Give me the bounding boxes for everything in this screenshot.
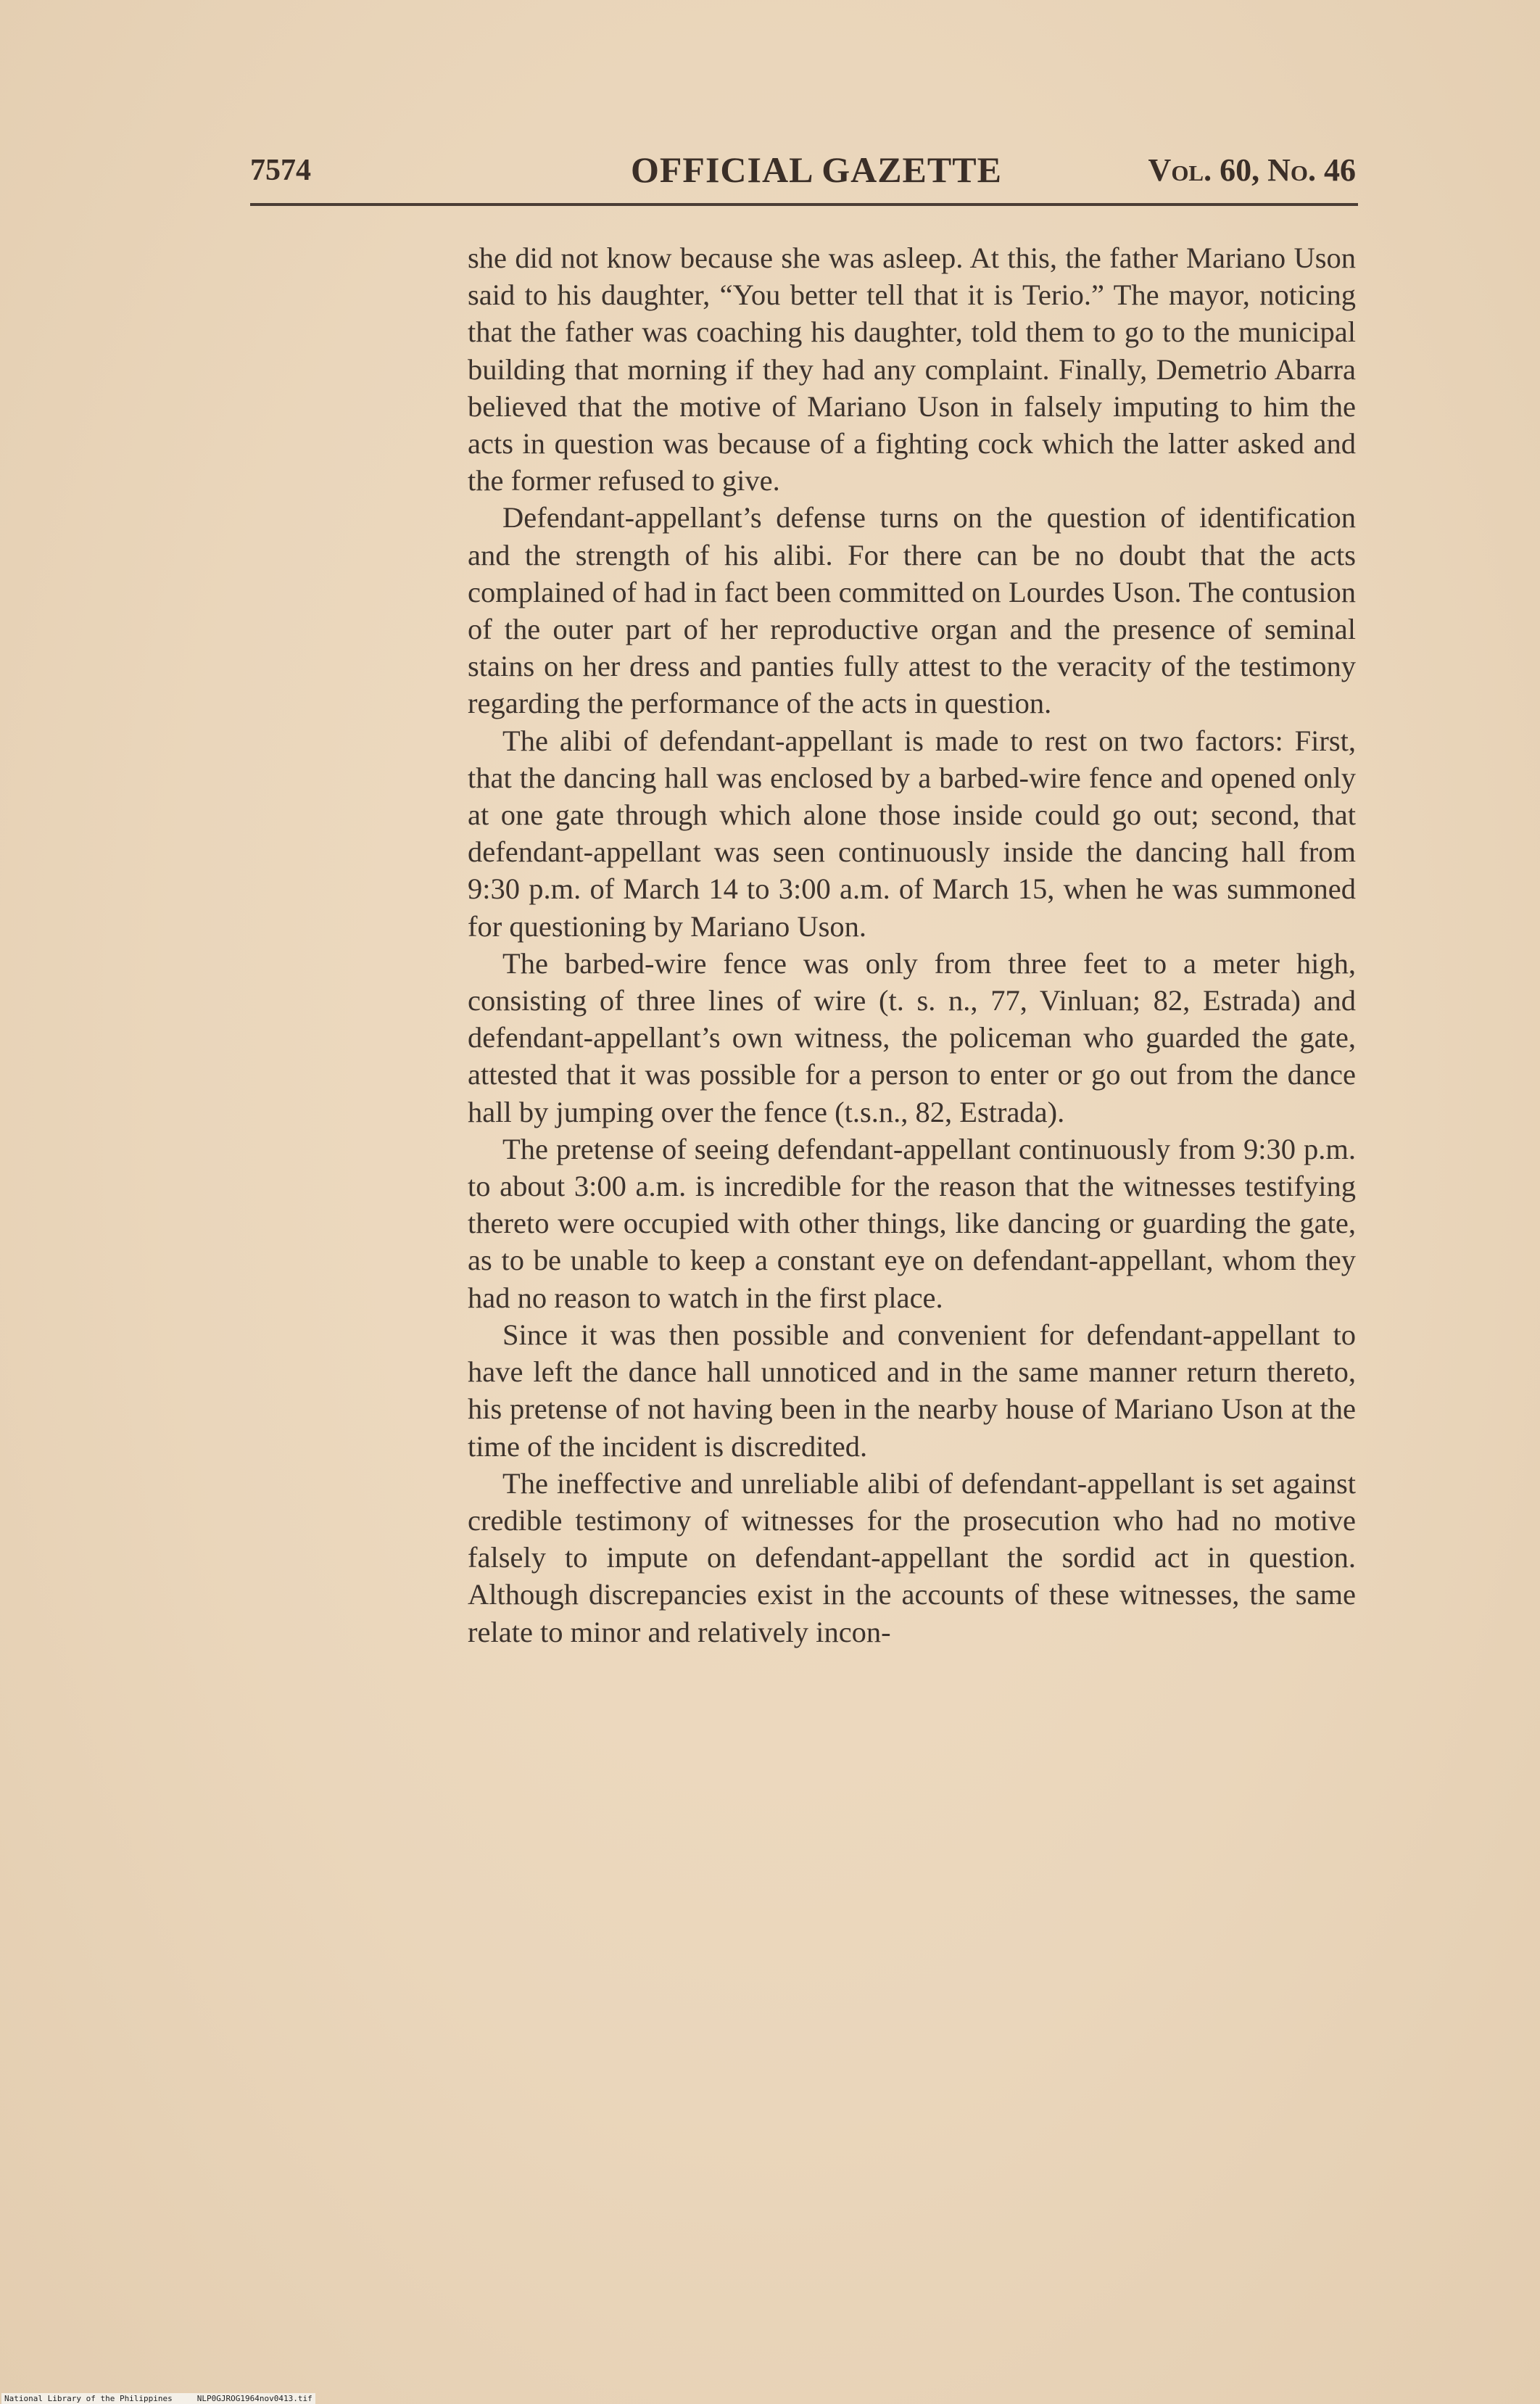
paragraph: The ineffective and unreliable alibi of defendant-appellant is set against credible testimony of witnesses for the prosecution who had no motive falsely to impute on defendant-appellant the sordid act in question. Although discrepancies exist in the accounts of these witnesses, the same relate to minor and relatively incon-	[468, 1466, 1356, 1648]
volume-issue: Vol. 60, No. 46	[1148, 152, 1356, 188]
paragraph: The pretense of seeing defendant-appellant continuously from 9:30 p.m. to about 3:00 a.m. is incredible for the reason that the witnesses testifying thereto were occupied with other things, like dancing or guarding the gate, as to be unable to keep a constant eye on defendant-appellant, whom they had no reason to watch in the first place.	[468, 1132, 1356, 1314]
paragraph: Defendant-appellant’s defense turns on the question of identification and the strength of his alibi. For there can be no doubt that the acts complained of had in fact been committed on Lourdes Uson. The contusion of the outer part of her reproductive organ and the presence of seminal stains on her dress and panties fully attest to the veracity of the testimony regarding the performance of the acts in question.	[468, 501, 1356, 720]
paragraph: The alibi of defendant-appellant is made to rest on two factors: First, that the dancing hall was enclosed by a barbed-wire fence and opened only at one gate through which alone those inside could go out; second, that defendant-appellant was seen continuously inside the dancing hall from 9:30 p.m. of March 14 to 3:00 a.m. of March 15, when he was summoned for questioning by Mariano Uson.	[468, 724, 1356, 943]
publication-title: OFFICIAL GAZETTE	[631, 149, 1002, 190]
scan-file-id: NLP0GJROG1964nov0413.tif	[196, 2394, 312, 2403]
library-name: National Library of the Philippines	[4, 2394, 173, 2403]
article-body	[468, 239, 1356, 1651]
paragraph: Since it was then possible and convenient for defendant-appellant to have left the dance hall unnoticed and in the same manner return thereto, his pretense of not having been in the nearby house of Mariano Uson at the time of the incident is discredited.	[468, 1318, 1356, 1463]
scan-credit	[1, 2393, 315, 2404]
paragraph: she did not know because she was asleep. At this, the father Mariano Uson said to his daughter, “You better tell that it is Terio.” The mayor, noticing that the father was coaching his daughter, told them to go to the municipal building that morning if they had any complaint. Finally, Demetrio Abarra believed that the motive of Mariano Uson in falsely imputing to him the acts in question was because of a fighting cock which the latter asked and the former refused to give.	[468, 241, 1356, 497]
page-number: 7574	[250, 154, 311, 187]
header-rule	[250, 203, 1358, 206]
page-header	[250, 149, 1356, 199]
paragraph: The barbed-wire fence was only from three feet to a meter high, consisting of three lines of wire (t. s. n., 77, Vinluan; 82, Estrada) and defendant-appellant’s own witness, the policeman who guarded the gate, attested that it was possible for a person to enter or go out from the dance hall by jumping over the fence (t.s.n., 82, Estrada).	[468, 946, 1356, 1128]
